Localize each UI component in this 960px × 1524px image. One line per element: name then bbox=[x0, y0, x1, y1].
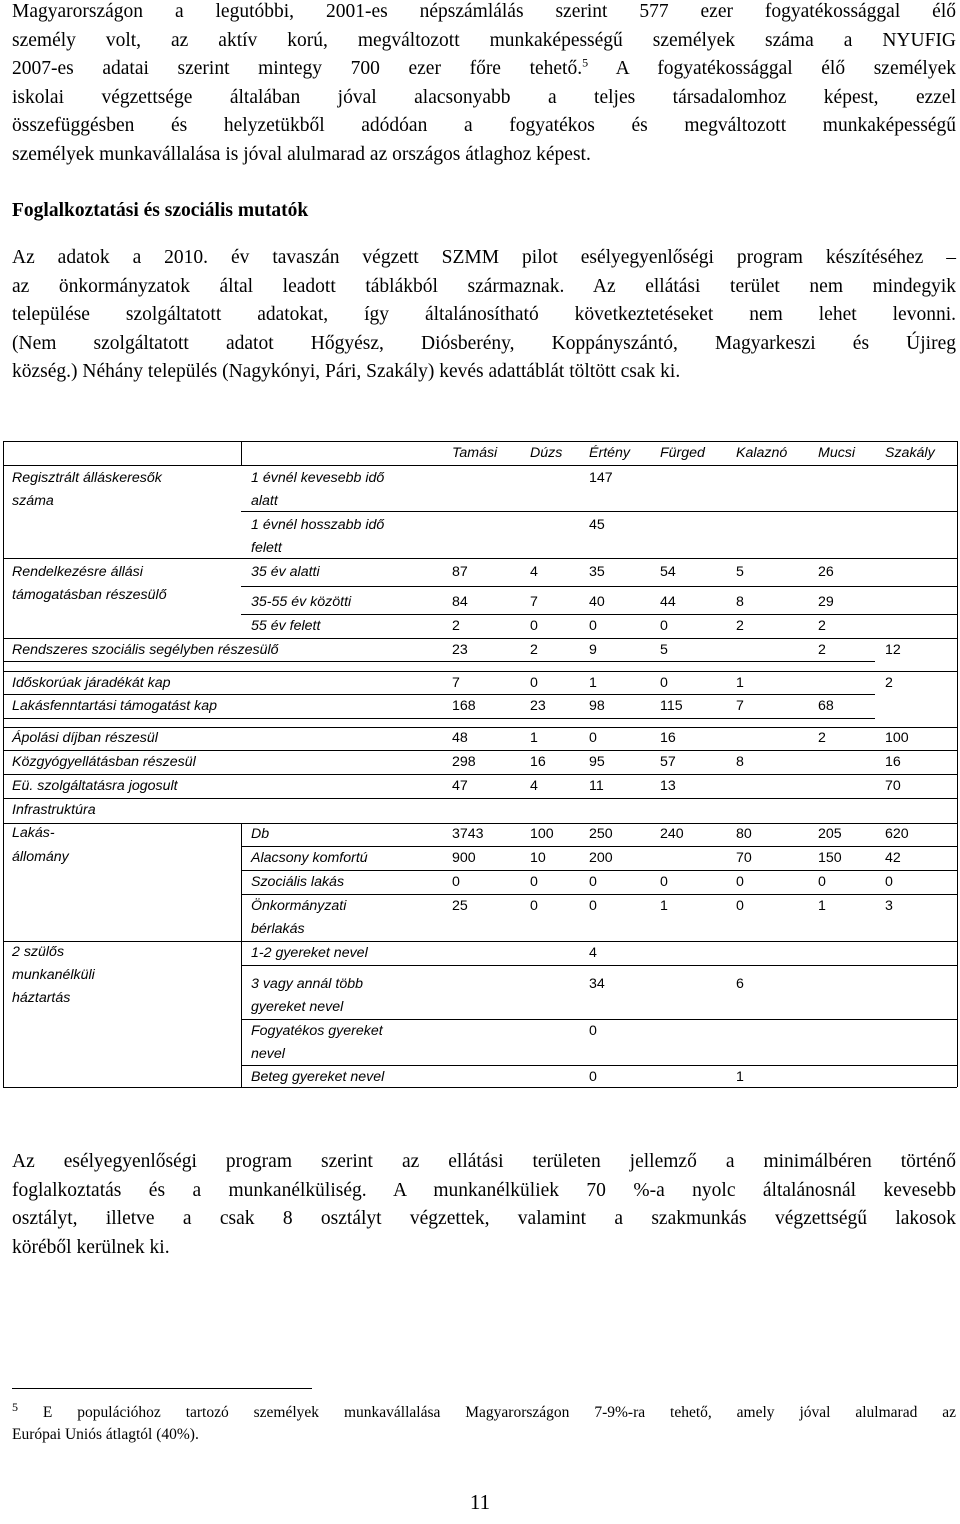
table-cell: 0 bbox=[885, 874, 893, 890]
table-cell: 0 bbox=[818, 874, 826, 890]
table-rule bbox=[241, 965, 957, 966]
table-rule bbox=[3, 823, 957, 824]
text-line bbox=[12, 55, 956, 84]
row-label: 3 vagy annál több bbox=[251, 976, 364, 992]
table-cell: 298 bbox=[452, 754, 476, 770]
row-label: Lakásfenntartási támogatást kap bbox=[12, 698, 218, 714]
col-header-furged: Fürged bbox=[660, 445, 705, 461]
text-line: személy volt, az aktív korú, megváltozott munkaképességű személyek száma a NYUFIG bbox=[12, 29, 956, 51]
table-rule bbox=[3, 558, 957, 559]
table-rule bbox=[3, 694, 875, 695]
table-cell: 0 bbox=[660, 874, 668, 890]
table-cell: 7 bbox=[530, 594, 538, 610]
table-cell: 70 bbox=[736, 850, 752, 866]
text-line: Az esélyegyenlőségi program szerint az ellátási területen jellemző a minimálbéren történő bbox=[12, 1151, 956, 1172]
table-cell: 1 bbox=[736, 1069, 744, 1085]
table-cell: 0 bbox=[736, 874, 744, 890]
table-cell: 98 bbox=[589, 698, 605, 714]
data-source-paragraph bbox=[12, 244, 956, 387]
table-cell: 42 bbox=[885, 850, 901, 866]
text-line: összefüggésben és helyzetükből adódóan a fogyatékos és megváltozott munkaképességű bbox=[12, 115, 956, 136]
footnote-text: E populációhoz tartozó személyek munkavállalása Magyarországon 7-9%-ra tehető, amely jóval alulmarad az bbox=[18, 1404, 956, 1421]
table-rule bbox=[3, 671, 957, 672]
row-label: Alacsony komfortú bbox=[251, 850, 368, 866]
table-cell: 1 bbox=[589, 675, 597, 691]
table-rule bbox=[241, 586, 957, 587]
table-cell: 0 bbox=[589, 898, 597, 914]
table-cell: 84 bbox=[452, 594, 468, 610]
table-cell: 2 bbox=[885, 675, 893, 691]
row-label: 1 évnél hosszabb idő bbox=[251, 517, 385, 533]
table-rule bbox=[3, 941, 957, 942]
table-cell: 5 bbox=[736, 564, 744, 580]
table-cell: 0 bbox=[530, 675, 538, 691]
table-rule bbox=[3, 718, 875, 719]
row-label: Közgyógyellátásban részesül bbox=[12, 754, 196, 770]
table-cell: 23 bbox=[452, 642, 468, 658]
table-cell: 25 bbox=[452, 898, 468, 914]
table-cell: 0 bbox=[589, 1023, 597, 1039]
group-label: Infrastruktúra bbox=[12, 802, 96, 818]
table-cell: 0 bbox=[530, 618, 538, 634]
table-cell: 10 bbox=[530, 850, 546, 866]
table-cell: 250 bbox=[589, 826, 613, 842]
table-rule bbox=[3, 441, 957, 442]
row-label: Rendszeres szociális segélyben részesülő bbox=[12, 642, 279, 658]
table-cell: 0 bbox=[530, 874, 538, 890]
table-cell: 6 bbox=[736, 976, 744, 992]
table-cell: 23 bbox=[530, 698, 546, 714]
table-cell: 0 bbox=[660, 618, 668, 634]
table-cell: 1 bbox=[530, 730, 538, 746]
group-label: Rendelkezésre állási bbox=[12, 564, 143, 580]
row-label: 35-55 év közötti bbox=[251, 594, 352, 610]
table-cell: 0 bbox=[589, 874, 597, 890]
table-cell: 3 bbox=[885, 898, 893, 914]
table-cell: 240 bbox=[660, 826, 684, 842]
text-line: iskolai végzettsége általában jóval alacsonyabb a teljes társadalomhoz képest, ezzel bbox=[12, 86, 956, 108]
table-cell: 12 bbox=[885, 642, 901, 658]
row-label: Időskorúak járadékát kap bbox=[12, 675, 171, 691]
table-cell: 40 bbox=[589, 594, 605, 610]
table-cell: 2 bbox=[530, 642, 538, 658]
col-header-szakaly: Szakály bbox=[885, 445, 935, 461]
text-line: Az adatok a 2010. év tavaszán végzett SZMM pilot esélyegyenlőségi program készítéséhez – bbox=[12, 247, 956, 268]
table-cell: 2 bbox=[452, 618, 460, 634]
table-rule bbox=[957, 441, 958, 1087]
table-cell: 4 bbox=[530, 564, 538, 580]
table-cell: 57 bbox=[660, 754, 676, 770]
footnote-ref[interactable]: 5 bbox=[582, 55, 589, 70]
table-cell: 8 bbox=[736, 754, 744, 770]
footnote-number: 5 bbox=[12, 1399, 18, 1414]
footnote-separator bbox=[12, 1388, 312, 1389]
table-cell: 48 bbox=[452, 730, 468, 746]
table-cell: 95 bbox=[589, 754, 605, 770]
table-cell: 9 bbox=[589, 642, 597, 658]
table-rule bbox=[3, 638, 957, 639]
table-cell: 1 bbox=[736, 675, 744, 691]
text-line: az önkormányzatok által leadott táblákból származnak. Az ellátási terület nem mindegyik bbox=[12, 275, 956, 297]
table-cell: 168 bbox=[452, 698, 476, 714]
row-label: 1-2 gyereket nevel bbox=[251, 945, 368, 961]
row-label: Önkormányzati bbox=[251, 898, 347, 914]
text-line: község.) Néhány település (Nagykónyi, Pári, Szakály) kevés adattáblát töltött csak ki. bbox=[12, 361, 681, 382]
table-cell: 4 bbox=[589, 945, 597, 961]
section-heading: Foglalkoztatási és szociális mutatók bbox=[12, 200, 309, 221]
table-cell: 3743 bbox=[452, 826, 484, 842]
table-cell: 100 bbox=[530, 826, 554, 842]
text-line: Magyarországon a legutóbbi, 2001-es népszámlálás szerint 577 ezer fogyatékossággal élő bbox=[12, 1, 956, 22]
row-label: Eü. szolgáltatásra jogosult bbox=[12, 778, 178, 794]
footnote-line bbox=[12, 1399, 956, 1424]
table-cell: 0 bbox=[589, 618, 597, 634]
row-label: Szociális lakás bbox=[251, 874, 345, 890]
table-cell: 5 bbox=[660, 642, 668, 658]
table-cell: 34 bbox=[589, 976, 605, 992]
table-cell: 7 bbox=[736, 698, 744, 714]
table-cell: 26 bbox=[818, 564, 834, 580]
row-label: felett bbox=[251, 540, 282, 556]
text-line: (Nem szolgáltatott adatot Hőgyész, Diósberény, Koppányszántó, Magyarkeszi és Újireg bbox=[12, 332, 956, 354]
table-rule bbox=[241, 823, 242, 1087]
footnote-line: Európai Uniós átlagtól (40%). bbox=[12, 1426, 199, 1443]
table-cell: 100 bbox=[885, 730, 909, 746]
text-fragment: A fogyatékossággal élő személyek bbox=[588, 58, 956, 79]
table-cell: 2 bbox=[818, 618, 826, 634]
table-cell: 29 bbox=[818, 594, 834, 610]
col-header-kalazno: Kalaznó bbox=[736, 445, 788, 461]
row-label: alatt bbox=[251, 493, 278, 509]
row-label: 55 év felett bbox=[251, 618, 321, 634]
group-label: száma bbox=[12, 493, 54, 509]
table-cell: 147 bbox=[589, 470, 613, 486]
group-label: háztartás bbox=[12, 990, 71, 1006]
table-cell: 2 bbox=[818, 730, 826, 746]
table-cell: 7 bbox=[452, 675, 460, 691]
table-rule bbox=[3, 798, 957, 799]
table-cell: 11 bbox=[589, 778, 604, 794]
row-label: nevel bbox=[251, 1046, 285, 1062]
table-rule bbox=[241, 870, 957, 871]
table-cell: 0 bbox=[530, 898, 538, 914]
row-label: 1 évnél kevesebb idő bbox=[251, 470, 385, 486]
table-rule bbox=[241, 441, 242, 465]
table-rule bbox=[3, 1087, 957, 1088]
table-cell: 0 bbox=[736, 898, 744, 914]
table-cell: 0 bbox=[589, 1069, 597, 1085]
table-cell: 115 bbox=[660, 698, 683, 714]
table-cell: 44 bbox=[660, 594, 676, 610]
row-label: gyereket nevel bbox=[251, 999, 344, 1015]
table-cell: 68 bbox=[818, 698, 834, 714]
group-label: állomány bbox=[12, 849, 69, 865]
table-cell: 47 bbox=[452, 778, 468, 794]
row-label: Beteg gyereket nevel bbox=[251, 1069, 385, 1085]
text-line: osztályt, illetve a csak 8 osztályt végzettek, valamint a szakmunkás végzettségű lakosok bbox=[12, 1208, 956, 1229]
table-cell: 80 bbox=[736, 826, 752, 842]
table-cell: 45 bbox=[589, 517, 605, 533]
table-cell: 4 bbox=[530, 778, 538, 794]
table-rule bbox=[3, 661, 875, 662]
table-cell: 2 bbox=[818, 642, 826, 658]
table-cell: 150 bbox=[818, 850, 842, 866]
table-cell: 13 bbox=[660, 778, 676, 794]
table-rule bbox=[3, 727, 957, 728]
table-cell: 200 bbox=[589, 850, 613, 866]
table-cell: 16 bbox=[885, 754, 901, 770]
table-rule bbox=[3, 774, 957, 775]
table-rule bbox=[241, 894, 957, 895]
row-label: 35 év alatti bbox=[251, 564, 320, 580]
group-label: Lakás- bbox=[12, 825, 55, 841]
table-rule bbox=[241, 1019, 957, 1020]
table-cell: 8 bbox=[736, 594, 744, 610]
text-line: települése szolgáltatott adatokat, így általánosítható következtetéseket nem lehet levonni. bbox=[12, 304, 956, 325]
table-cell: 16 bbox=[530, 754, 546, 770]
footnote bbox=[12, 1399, 956, 1446]
col-header-tamasi: Tamási bbox=[452, 445, 498, 461]
table-cell: 16 bbox=[660, 730, 676, 746]
group-label: támogatásban részesülő bbox=[12, 587, 167, 603]
group-label: munkanélküli bbox=[12, 967, 95, 983]
text-fragment: 2007-es adatai szerint mintegy 700 ezer főre tehető. bbox=[12, 58, 583, 79]
col-header-erteny: Értény bbox=[589, 445, 631, 461]
row-label: Fogyatékos gyereket bbox=[251, 1023, 383, 1039]
col-header-duzs: Dúzs bbox=[530, 445, 563, 461]
table-rule bbox=[241, 1065, 957, 1066]
intro-paragraph bbox=[12, 0, 956, 169]
row-label: bérlakás bbox=[251, 921, 305, 937]
text-line: személyek munkavállalása is jóval alulmarad az országos átlaghoz képest. bbox=[12, 143, 591, 165]
table-cell: 87 bbox=[452, 564, 468, 580]
table-cell: 0 bbox=[452, 874, 460, 890]
group-label: 2 szülős bbox=[12, 944, 65, 960]
table-rule bbox=[241, 846, 957, 847]
table-cell: 205 bbox=[818, 826, 842, 842]
table-cell: 0 bbox=[589, 730, 597, 746]
table-cell: 70 bbox=[885, 778, 901, 794]
row-label: Db bbox=[251, 826, 270, 842]
table-rule bbox=[241, 614, 957, 615]
table-cell: 620 bbox=[885, 826, 909, 842]
table-cell: 900 bbox=[452, 850, 476, 866]
page-number: 11 bbox=[469, 1490, 491, 1514]
table-rule bbox=[3, 750, 957, 751]
text-line: foglalkoztatás és a munkanélküliség. A munkanélküliek 70 %-a nyolc általánosnál kevesebb bbox=[12, 1179, 956, 1201]
table-cell: 54 bbox=[660, 564, 676, 580]
table-rule bbox=[3, 465, 957, 466]
row-label: Ápolási díjban részesül bbox=[12, 730, 158, 746]
table-rule bbox=[3, 441, 4, 1087]
group-label: Regisztrált álláskeresők bbox=[12, 470, 162, 486]
table-cell: 0 bbox=[660, 675, 668, 691]
text-line: köréből kerülnek ki. bbox=[12, 1236, 170, 1258]
table-cell: 1 bbox=[818, 898, 826, 914]
table-cell: 35 bbox=[589, 564, 605, 580]
table-cell: 2 bbox=[736, 618, 744, 634]
table-rule bbox=[241, 511, 957, 512]
table-cell: 1 bbox=[660, 898, 668, 914]
closing-paragraph bbox=[12, 1148, 956, 1262]
col-header-mucsi: Mucsi bbox=[818, 445, 856, 461]
